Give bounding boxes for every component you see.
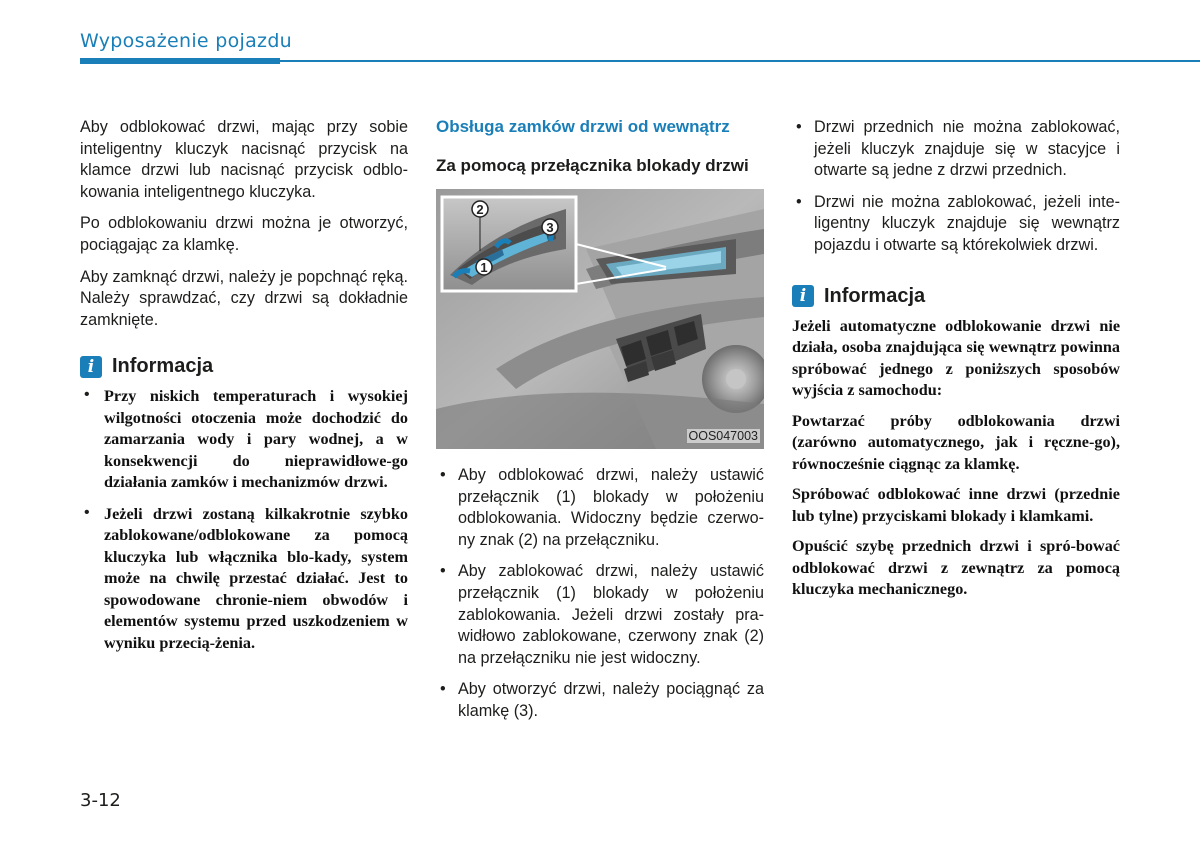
list-item-text: • Drzwi przednich nie można zablokować, jeżeli kluczyk znajduje się w stacyjce i otwarte są jedne z drzwi przednich. [814, 118, 1120, 180]
column-middle [436, 117, 764, 733]
info-icon: i [80, 356, 102, 378]
info-title: Informacja [824, 284, 926, 307]
list-item-text: • Przy niskich temperaturach i wysokiej wilgotności otoczenia może dochodzić do zamarzania wody i pary wodnej, a w konsekwencji do nieprawidłowe-go działania zamków i mechanizmów drzwi. [104, 387, 408, 492]
figure-code: OOS047003 [688, 429, 758, 443]
page-number: 3-12 [80, 790, 121, 811]
paragraph: Aby zamknąć drzwi, należy je popchnąć ręką. Należy sprawdzać, czy drzwi są dokładnie zamknięte. [80, 267, 408, 329]
paragraph: Po odblokowaniu drzwi można je otworzyć, pociągając za klamkę. [80, 214, 408, 254]
page-header [80, 30, 1200, 52]
info-paragraph: Opuścić szybę przednich drzwi i spró-bować odblokować drzwi z zewnątrz za pomocą kluczyka mechanicznego. [792, 537, 1120, 599]
column-right [792, 117, 1120, 610]
list-item [436, 679, 764, 722]
list-item [80, 386, 408, 494]
section-title: Obsługa zamków drzwi od wewnątrz [436, 117, 730, 136]
list-item-text: • Aby odblokować drzwi, należy ustawić przełącznik (1) blokady w położeniu odblokowania. Widoczny będzie czerwo-ny znak (2) na przełączniku. [458, 466, 764, 549]
list-item-text: • Aby zablokować drzwi, należy ustawić przełącznik (1) blokady w położeniu zablokowania. Jeżeli drzwi zostały pra-widłowo zablokowane, czerwony znak (2) na przełączniku nie jest widoczny. [458, 562, 764, 667]
list-item [792, 117, 1120, 182]
section-header-title: Wyposażenie pojazdu [80, 30, 293, 52]
bullet-list [436, 465, 764, 723]
list-item-text: • Drzwi nie można zablokować, jeżeli inte-ligentny kluczyk znajduje się wewnątrz pojazdu i otwarte są którekolwiek drzwi. [814, 192, 1120, 254]
column-left [80, 117, 408, 664]
door-interior-illustration [436, 189, 764, 449]
info-paragraph: Spróbować odblokować inne drzwi (przednie lub tylne) przyciskami blokady i klamkami. [792, 485, 1120, 525]
paragraph: Aby odblokować drzwi, mając przy sobie inteligentny kluczyk nacisnąć przycisk na klamce drzwi lub nacisnąć przycisk odblo-kowania inteligentnego kluczyka. [80, 118, 408, 201]
subsection-title: Za pomocą przełącznika blokady drzwi [436, 156, 749, 175]
bullet-list [792, 117, 1120, 257]
info-title: Informacja [112, 355, 214, 378]
list-item [80, 504, 408, 655]
callout-1: 1 [480, 260, 488, 275]
info-paragraph: Powtarzać próby odblokowania drzwi (zarówno automatycznego, jak i ręczne-go), równocześnie ciągnąc za klamkę. [792, 411, 1120, 473]
callout-3: 3 [546, 220, 554, 235]
list-item-text: • Jeżeli drzwi zostaną kilkakrotnie szybko zablokowane/odblokowane za pomocą kluczyka lub włącznika blo-kady, system może na chwilę przestać działać. Jest to spowodowane chronie-niem obwodów i elementów systemu przed uszkodzeniem w wyniku przecią-żenia. [104, 504, 408, 652]
info-icon: i [792, 285, 814, 307]
callout-2: 2 [476, 202, 484, 217]
info-heading [80, 355, 408, 378]
info-list [80, 386, 408, 654]
info-paragraph: Jeżeli automatyczne odblokowanie drzwi nie działa, osoba znajdująca się wewnątrz powinna spróbować jednego z poniższych sposobów wyjścia z samochodu: [792, 316, 1120, 400]
door-lock-figure [436, 189, 764, 449]
header-rule-accent [80, 58, 280, 64]
list-item-text: • Aby otworzyć drzwi, należy pociągnąć za klamkę (3). [458, 680, 764, 720]
list-item [792, 192, 1120, 257]
list-item [436, 465, 764, 551]
info-heading [792, 285, 1120, 308]
list-item [436, 561, 764, 669]
